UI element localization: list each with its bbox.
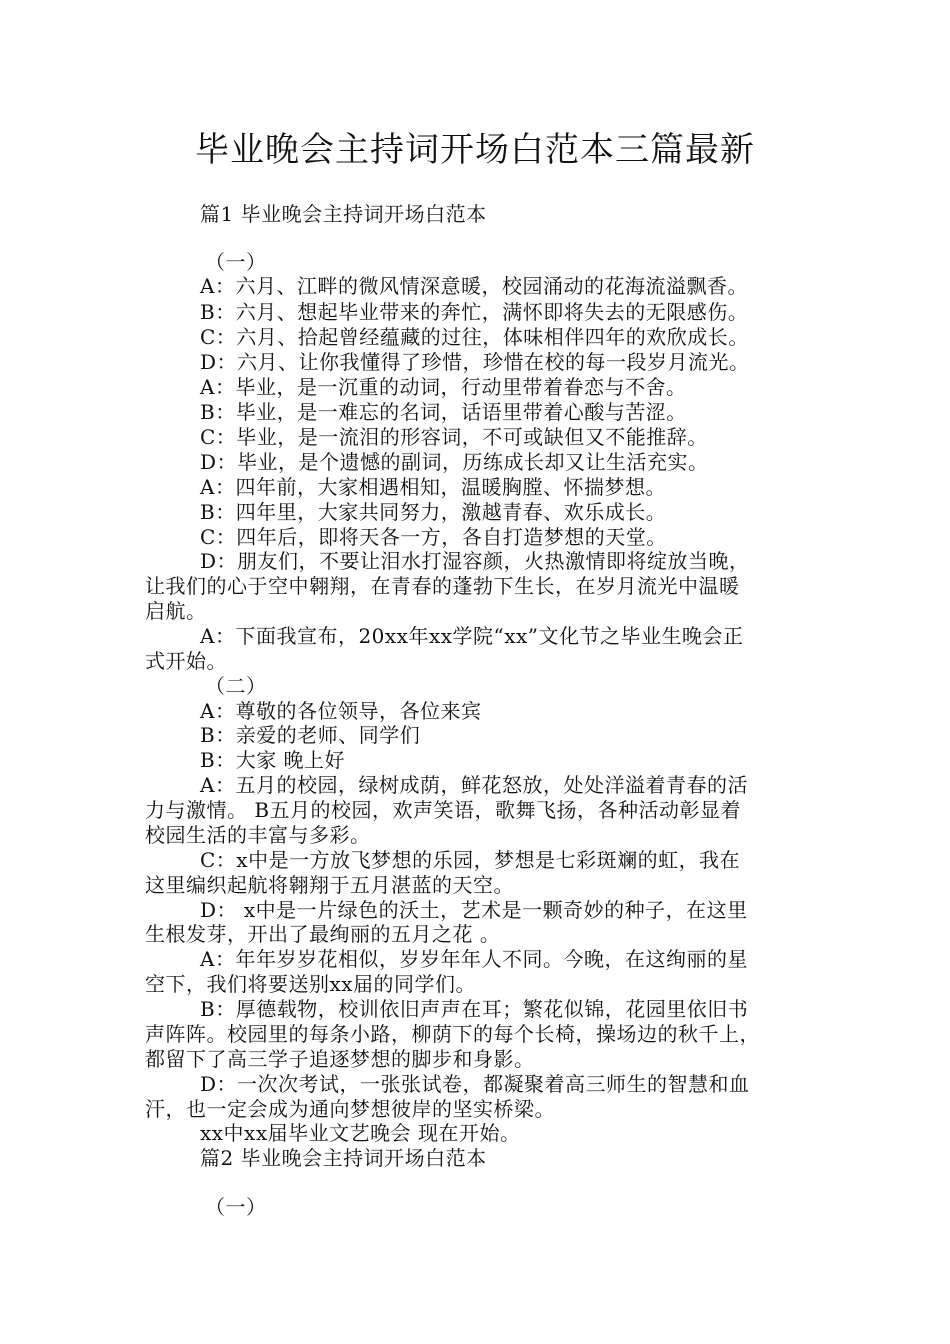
- paragraph-line: 启航。: [145, 599, 207, 623]
- paragraph-line: C：六月、拾起曾经蕴藏的过往，体味相伴四年的欢欣成长。: [200, 325, 749, 349]
- paragraph-line: B：厚德载物，校训依旧声声在耳；繁花似锦，花园里依旧书: [200, 997, 749, 1021]
- section-heading-2: 篇2 毕业晚会主持词开场白范本: [200, 1146, 487, 1170]
- subsection-marker-1: （一）: [205, 250, 267, 274]
- paragraph-line: A：下面我宣布，20xx年xx学院“xx”文化节之毕业生晚会正: [200, 624, 744, 648]
- paragraph-line: 声阵阵。校园里的每条小路，柳荫下的每个长椅，操场边的秋千上，: [145, 1022, 760, 1046]
- paragraph-line: B：六月、想起毕业带来的奔忙，满怀即将失去的无限感伤。: [200, 300, 749, 324]
- section-heading-1: 篇1 毕业晚会主持词开场白范本: [200, 202, 487, 226]
- paragraph-line: xx中xx届毕业文艺晚会 现在开始。: [200, 1121, 521, 1145]
- paragraph-line: 让我们的心于空中翱翔，在青春的蓬勃下生长，在岁月流光中温暖: [145, 574, 740, 598]
- paragraph-line: 空下，我们将要送别xx届的同学们。: [145, 972, 477, 996]
- paragraph-line: 力与激情。 B五月的校园，欢声笑语，歌舞飞扬，各种活动彰显着: [145, 798, 742, 822]
- paragraph-line: 这里编织起航将翱翔于五月湛蓝的天空。: [145, 873, 514, 897]
- paragraph-line: D：朋友们，不要让泪水打湿容颜，火热激情即将绽放当晚，: [200, 549, 750, 573]
- document-title: 毕业晚会主持词开场白范本三篇最新: [195, 130, 755, 170]
- paragraph-line: C：毕业，是一流泪的形容词，不可或缺但又不能推辞。: [200, 425, 708, 449]
- paragraph-line: B：四年里，大家共同努力，激越青春、欢乐成长。: [200, 500, 667, 524]
- subsection-marker-3: （一）: [205, 1195, 267, 1219]
- paragraph-line: C：四年后，即将天各一方，各自打造梦想的天堂。: [200, 525, 667, 549]
- paragraph-line: 都留下了高三学子追逐梦想的脚步和身影。: [145, 1047, 535, 1071]
- paragraph-line: A：五月的校园，绿树成荫，鲜花怒放，处处洋溢着青春的活: [200, 773, 748, 797]
- paragraph-line: D： x中是一片绿色的沃土，艺术是一颗奇妙的种子，在这里: [200, 898, 748, 922]
- paragraph-line: B：亲爱的老师、同学们: [200, 723, 421, 747]
- subsection-marker-2: （二）: [205, 674, 267, 698]
- paragraph-line: C：x中是一方放飞梦想的乐园，梦想是七彩斑斓的虹，我在: [200, 848, 741, 872]
- paragraph-line: B：毕业，是一难忘的名词，话语里带着心酸与苦涩。: [200, 400, 687, 424]
- paragraph-line: 校园生活的丰富与多彩。: [145, 823, 371, 847]
- paragraph-line: A：尊敬的各位领导，各位来宾: [200, 699, 482, 723]
- paragraph-line: 式开始。: [145, 649, 227, 673]
- paragraph-line: B：大家 晚上好: [200, 748, 346, 772]
- paragraph-line: A：六月、江畔的微风情深意暖，校园涌动的花海流溢飘香。: [200, 274, 748, 298]
- paragraph-line: A：年年岁岁花相似，岁岁年年人不同。今晚，在这绚丽的星: [200, 947, 748, 971]
- paragraph-line: D：一次次考试，一张张试卷，都凝聚着高三师生的智慧和血: [200, 1072, 750, 1096]
- paragraph-line: A：四年前，大家相遇相知，温暖胸膛、怀揣梦想。: [200, 475, 666, 499]
- paragraph-line: D：六月、让你我懂得了珍惜，珍惜在校的每一段岁月流光。: [200, 350, 750, 374]
- paragraph-line: D：毕业，是个遗憾的副词，历练成长却又让生活充实。: [200, 450, 709, 474]
- paragraph-line: A：毕业，是一沉重的动词，行动里带着眷恋与不舍。: [200, 375, 687, 399]
- paragraph-line: 汗，也一定会成为通向梦想彼岸的坚实桥梁。: [145, 1097, 555, 1121]
- paragraph-line: 生根发芽，开出了最绚丽的五月之花 。: [145, 922, 501, 946]
